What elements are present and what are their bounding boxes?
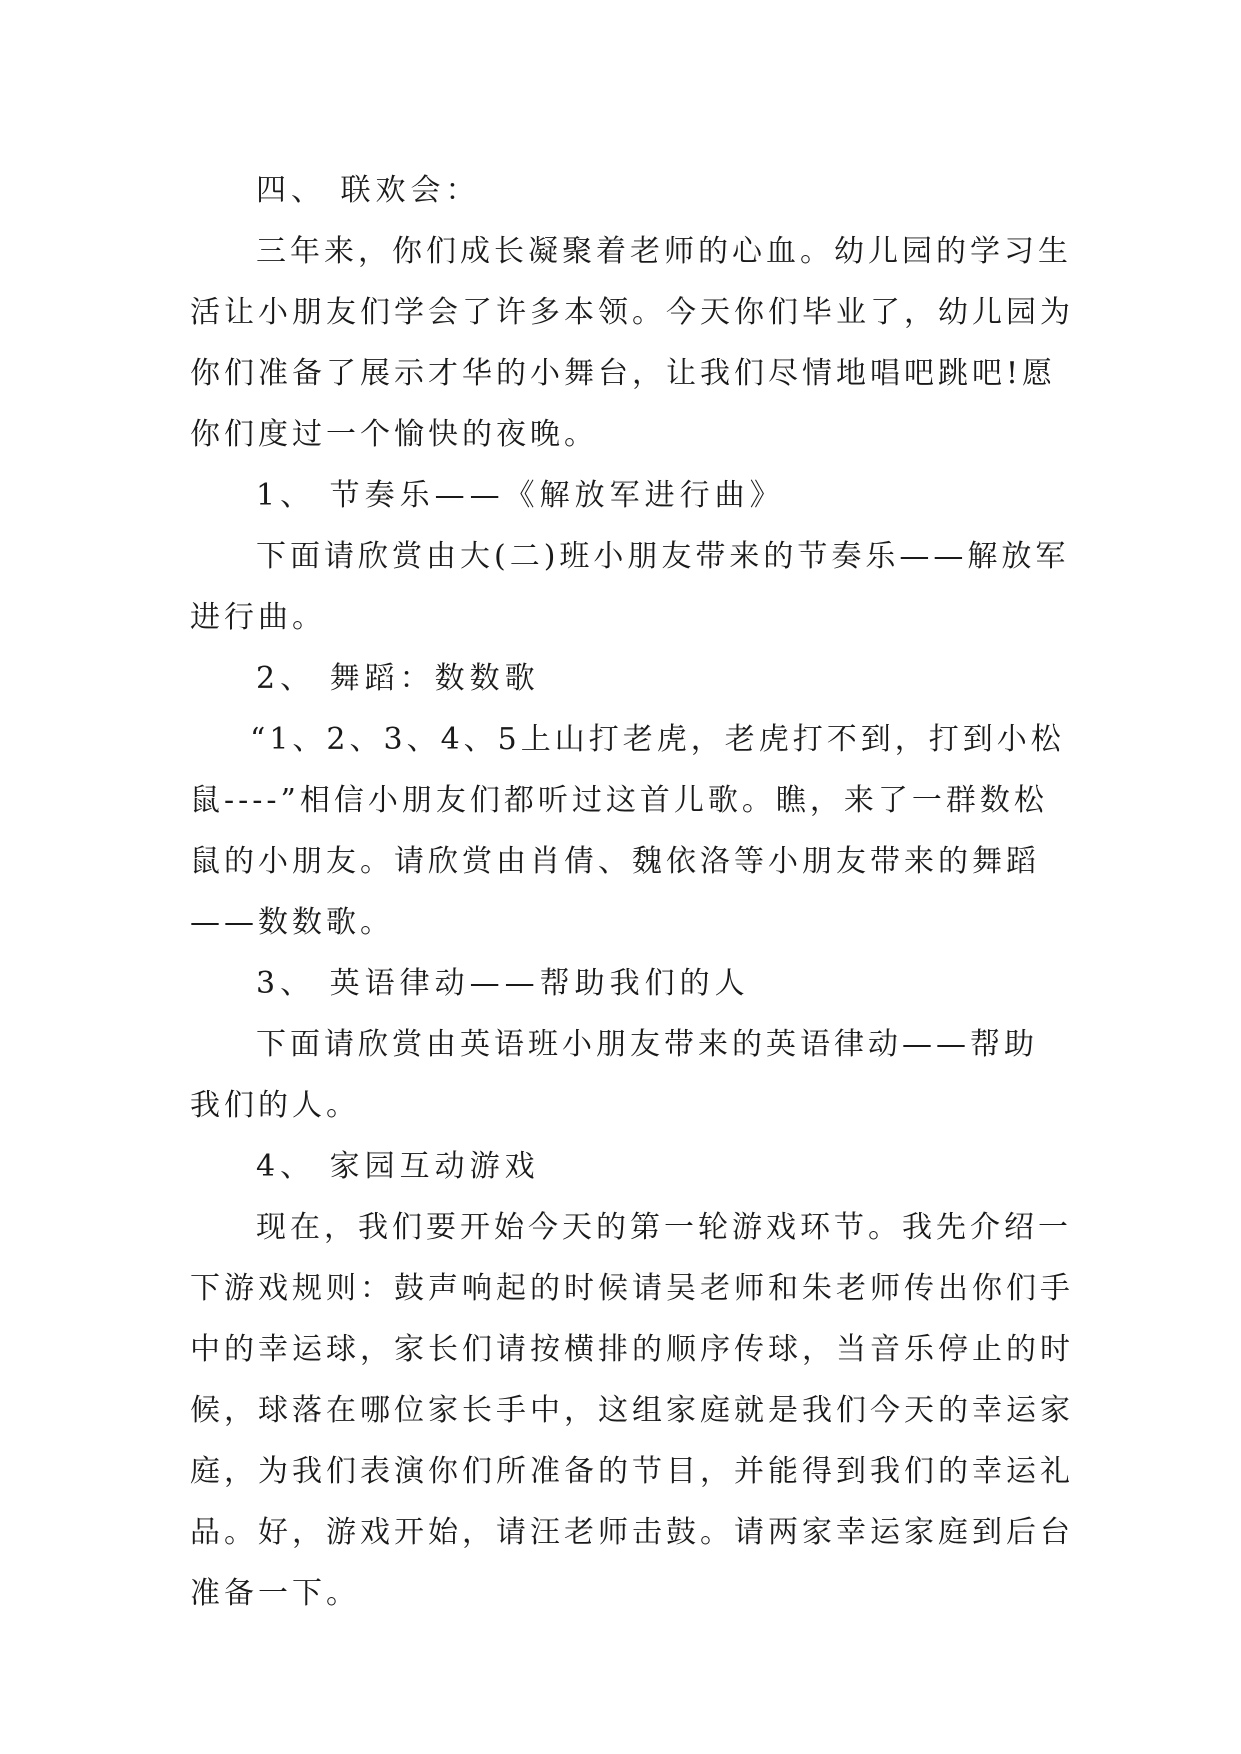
paragraph-line: 现在，我们要开始今天的第一轮游戏环节。我先介绍一 [256,1210,1072,1245]
document-body [190,160,1074,1624]
paragraph-line: 候，球落在哪位家长手中，这组家庭就是我们今天的幸运家 [190,1393,1074,1428]
paragraph-line: 中的幸运球，家长们请按横排的顺序传球，当音乐停止的时 [190,1332,1074,1367]
section-heading-party: 四、 联欢会： [256,173,481,208]
paragraph-line: ——数数歌。 [190,905,394,940]
paragraph-line: 活让小朋友们学会了许多本领。今天你们毕业了，幼儿园为 [190,295,1074,330]
paragraph-line: 准备一下。 [190,1576,360,1611]
paragraph-line: 鼠的小朋友。请欣赏由肖倩、魏依洛等小朋友带来的舞蹈 [190,844,1040,879]
paragraph-line: 鼠----”相信小朋友们都听过这首儿歌。瞧，来了一群数松 [190,783,1048,818]
item-heading-4: 4、 家园互动游戏 [256,1149,540,1184]
item-heading-2: 2、 舞蹈：数数歌 [256,661,540,696]
paragraph-line: 下游戏规则：鼓声响起的时候请吴老师和朱老师传出你们手 [190,1271,1074,1306]
paragraph-line: 下面请欣赏由大(二)班小朋友带来的节奏乐——解放军 [256,539,1070,574]
paragraph-line: 三年来，你们成长凝聚着老师的心血。幼儿园的学习生 [256,234,1072,269]
paragraph-line: 我们的人。 [190,1088,360,1123]
paragraph-line: “1、2、3、4、5上山打老虎，老虎打不到，打到小松 [250,722,1065,757]
paragraph-line: 庭，为我们表演你们所准备的节目，并能得到我们的幸运礼 [190,1454,1074,1489]
item-heading-1: 1、 节奏乐——《解放军进行曲》 [256,478,785,513]
paragraph-line: 你们准备了展示才华的小舞台，让我们尽情地唱吧跳吧!愿 [190,356,1057,391]
paragraph-line: 进行曲。 [190,600,326,635]
item-heading-3: 3、 英语律动——帮助我们的人 [256,966,750,1001]
paragraph-line: 你们度过一个愉快的夜晚。 [190,417,598,452]
paragraph-line: 品。好，游戏开始，请汪老师击鼓。请两家幸运家庭到后台 [190,1515,1074,1550]
paragraph-line: 下面请欣赏由英语班小朋友带来的英语律动——帮助 [256,1027,1038,1062]
